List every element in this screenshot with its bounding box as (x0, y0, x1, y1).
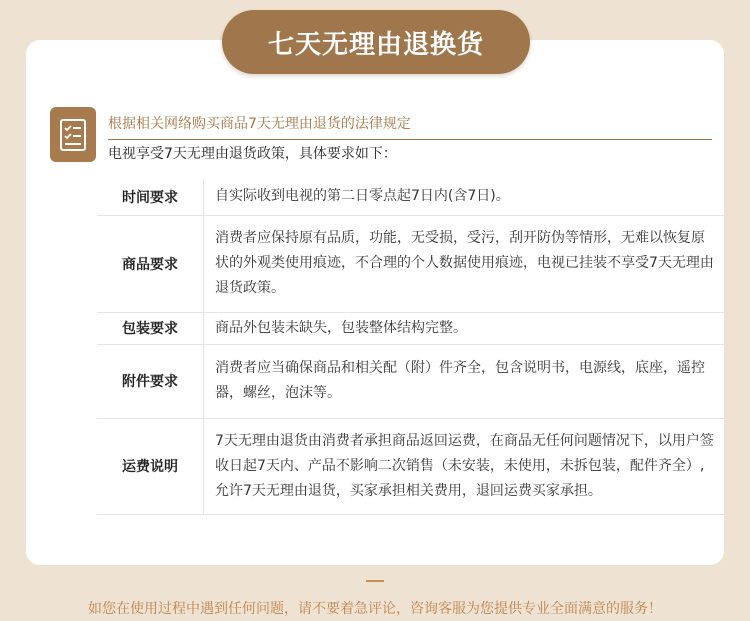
requirement-key: 附件要求 (97, 344, 204, 418)
requirement-value: 自实际收到电视的第二日零点起7日内(含7日)。 (204, 179, 726, 215)
table-row (97, 179, 725, 215)
requirement-key: 商品要求 (97, 215, 204, 312)
requirements-table (97, 179, 725, 515)
requirement-key: 时间要求 (97, 179, 204, 215)
page-title-text: 七天无理由退换货 (267, 29, 484, 60)
policy-intro: 电视享受7天无理由退货政策，具体要求如下： (108, 146, 397, 162)
requirement-value: 商品外包装未缺失，包装整体结构完整。 (204, 312, 726, 344)
checklist-document-icon (50, 107, 96, 162)
table-row (97, 215, 725, 312)
page-title (222, 10, 530, 74)
table-row (97, 344, 725, 418)
requirement-key: 包装要求 (97, 312, 204, 344)
requirement-value: 消费者应当确保商品和相关配（附）件齐全，包含说明书，电源线，底座，遥控器，螺丝，泡沫等。 (204, 344, 726, 418)
table-row (97, 418, 725, 514)
footer-note: 如您在使用过程中遇到任何问题，请不要着急评论，咨询客服为您提供专业全面满意的服务！ (88, 601, 662, 617)
law-title: 根据相关网络购买商品7天无理由退货的法律规定 (108, 113, 712, 140)
divider-ornament (366, 580, 384, 582)
requirement-key: 运费说明 (97, 418, 204, 514)
requirement-value: 消费者应保持原有品质，功能，无受损，受污，刮开防伪等情形，无难以恢复原状的外观类使用痕迹，不合理的个人数据使用痕迹，电视已挂装不享受7天无理由退货政策。 (204, 215, 726, 312)
table-row (97, 312, 725, 344)
requirement-value: 7天无理由退货由消费者承担商品返回运费，在商品无任何问题情况下，以用户签收日起7天内、产品不影响二次销售（未安装，未使用，未拆包装，配件齐全）,允许7天无理由退货，买家承担相关费用，退回运费买家承担。 (204, 418, 726, 514)
